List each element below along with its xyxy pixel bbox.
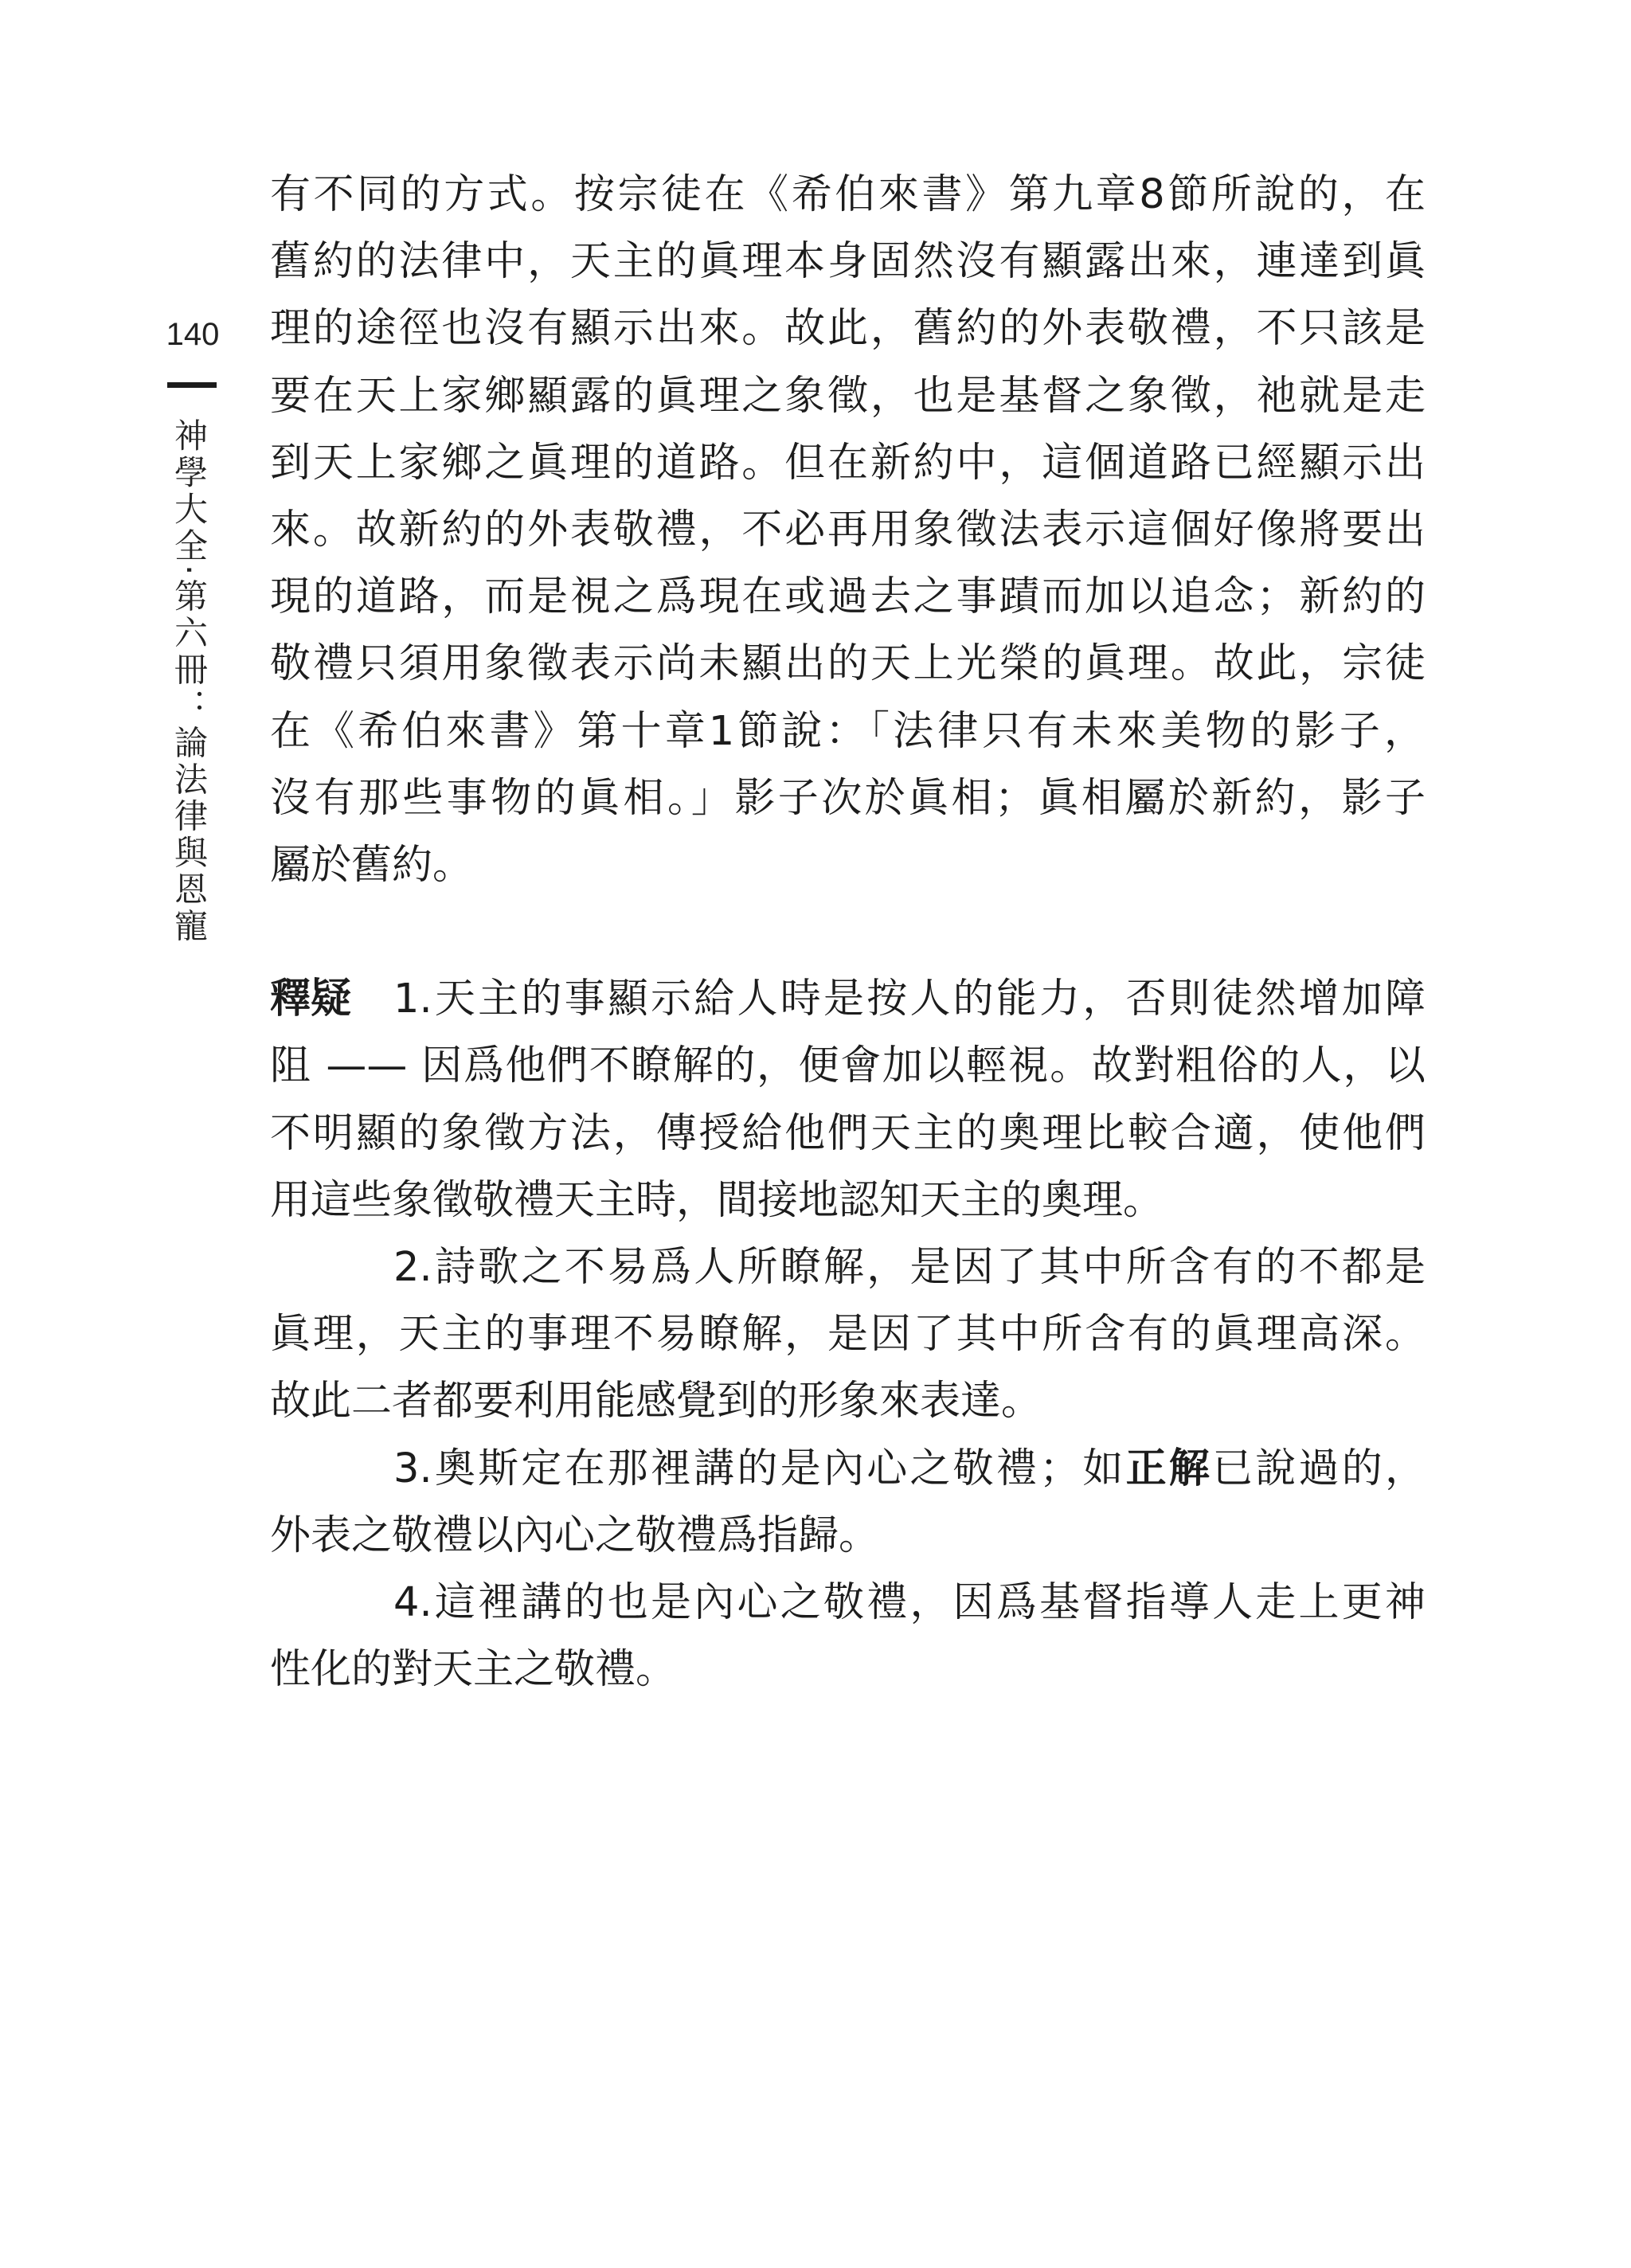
text-line: 敬禮只須用象徵表示尚未顯出的天上光榮的眞理。故此，宗徒 [270,640,1426,688]
text-line: 不明顯的象徵方法，傳授給他們天主的奧理比較合適，使他們 [270,1109,1426,1157]
reply-2-first-line: 2.詩歌之不易爲人所瞭解，是因了其中所含有的不都是 [393,1244,1426,1291]
text-line: 屬於舊約。 [270,841,474,889]
text-line: 要在天上家鄉顯露的眞理之象徵，也是基督之象徵，祂就是走 [270,372,1426,420]
citation-end-line [270,765,1426,832]
reply-text: 1.天主的事顯示給人時是按人的能力，否則徒然增加障 [393,976,1426,1023]
reply-3-first-line [270,1436,1426,1503]
scripture-quote: 法律只有未來美物的影子， [893,707,1426,755]
text-line: 有不同的方式。按宗徒在《希伯來書》第九章8節所說的，在 [270,171,1426,218]
text-line: 阻 —— 因爲他們不瞭解的，便會加以輕視。故對粗俗的人，以 [270,1042,1426,1090]
text-line: 用這些象徵敬禮天主時，間接地認知天主的奧理。 [270,1176,1164,1224]
text-line: 性化的對天主之敬禮。 [270,1646,677,1694]
text-line: 外表之敬禮以內心之敬禮爲指歸。 [270,1511,880,1559]
text-line: 到天上家鄉之眞理的道路。但在新約中，這個道路已經顯示出 [270,439,1426,487]
running-title: 神學大全·第六冊：論法律與恩寵 [170,418,209,945]
citation-rest: 」影子次於眞相；眞相屬於新約，影子 [690,774,1426,822]
reply-text: 已說過的， [1212,1445,1426,1492]
text-line: 眞理，天主的事理不易瞭解，是因了其中所含有的眞理高深。 [270,1311,1426,1359]
reply-4-first-line: 4.這裡講的也是內心之敬禮，因爲基督指導人走上更神 [393,1578,1426,1626]
text-line: 故此二者都要利用能感覺到的形象來表達。 [270,1378,1042,1425]
text-line: 來。故新約的外表敬禮，不必再用象徵法表示這個好像將要出 [270,506,1426,553]
text-line: 現的道路，而是視之爲現在或過去之事蹟而加以追念；新約的 [270,573,1426,621]
replies-heading: 釋疑 [270,976,352,1023]
text-line: 舊約的法律中，天主的眞理本身固然沒有顯露出來，連達到眞 [270,238,1426,286]
paragraph-gap [270,899,1426,966]
citation-line [270,698,1426,765]
reply-1-first-line [270,966,1426,1033]
page-number-rule [167,382,217,388]
page-number: 140 [166,317,220,352]
scripture-quote: 沒有那些事物的眞相。 [270,774,691,822]
citation-lead: 在《希伯來書》第十章1節說：「 [270,707,894,755]
text-line: 理的途徑也沒有顯示出來。故此，舊約的外表敬禮，不只該是 [270,305,1426,353]
body-text [270,162,1426,1703]
emphasis-term: 正解 [1125,1445,1213,1492]
reply-text: 3.奧斯定在那裡講的是內心之敬禮；如 [393,1445,1126,1492]
